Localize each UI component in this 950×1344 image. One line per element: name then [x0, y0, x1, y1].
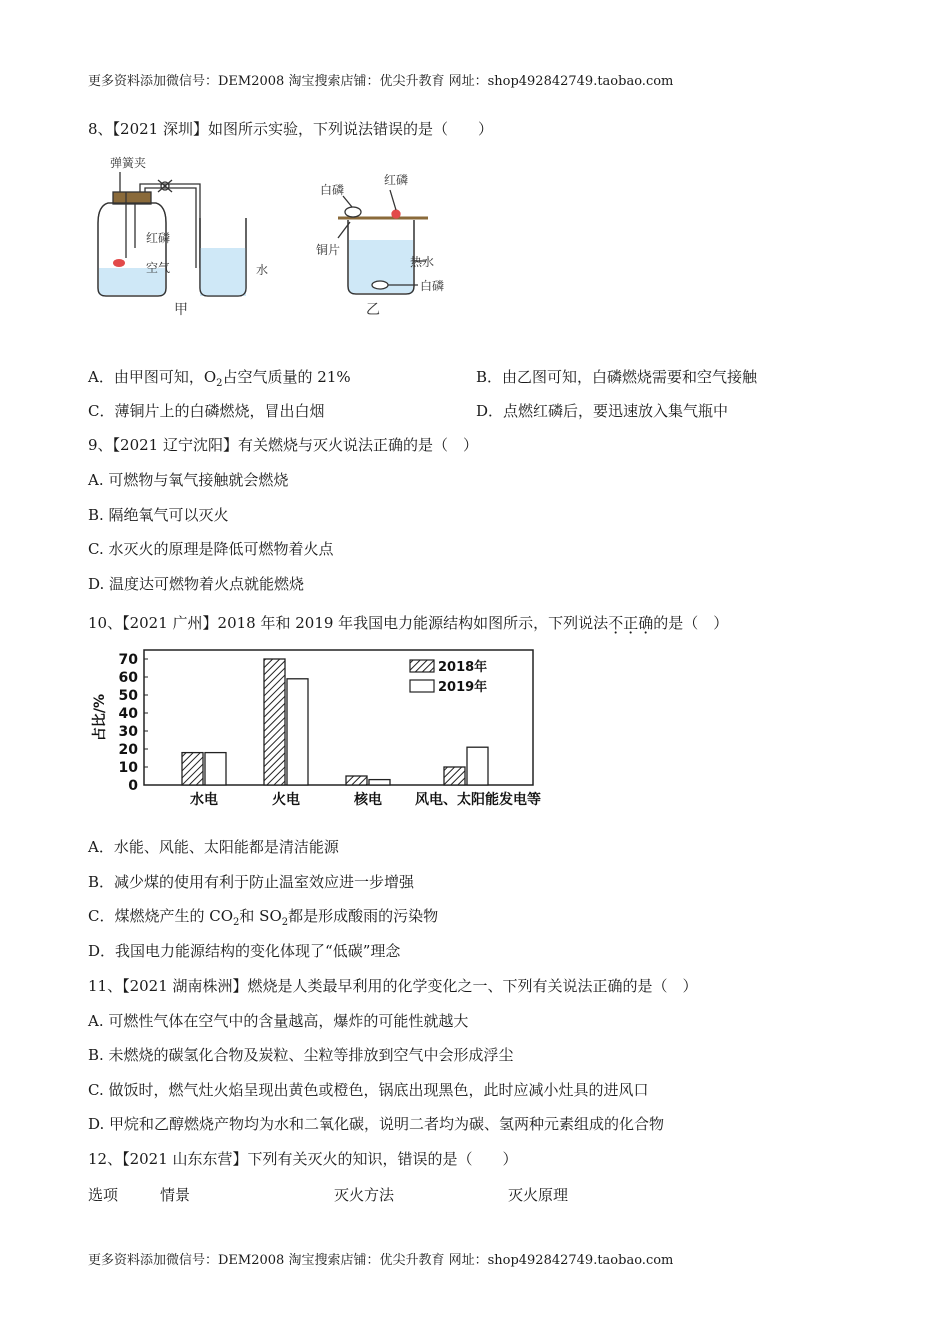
page-header: 更多资料添加微信号：DEM2008 淘宝搜索店铺：优尖升教育 网址：shop492842749.taobao.com: [88, 74, 674, 89]
q11-stem: 11、【2021 湖南株洲】燃烧是人类最早利用的化学变化之一、下列有关说法正确的是（ ）: [88, 977, 698, 995]
bar-2019年-水电: [205, 753, 226, 785]
q12-col-option: 选项: [88, 1186, 119, 1204]
q9-option-c: C. 水灭火的原理是降低可燃物着火点: [88, 540, 334, 558]
q11-option-a: A. 可燃性气体在空气中的含量越高，爆炸的可能性就越大: [88, 1012, 469, 1030]
q12-col-method: 灭火方法: [334, 1186, 395, 1204]
bar-2018年-水电: [182, 753, 203, 785]
legend-label-2019年: 2019年: [438, 680, 488, 695]
page-footer: 更多资料添加微信号：DEM2008 淘宝搜索店铺：优尖升教育 网址：shop492842749.taobao.com: [88, 1253, 674, 1268]
x-category-label: 水电: [190, 792, 218, 808]
label-white-p-bottom: 白磷: [420, 279, 445, 293]
label-red-p-top: 红磷: [384, 173, 409, 187]
q10-option-b: B．减少煤的使用有利于防止温室效应进一步增强: [88, 873, 415, 891]
q12-col-scene: 情景: [160, 1186, 191, 1204]
q11-option-c: C. 做饭时，燃气灶火焰呈现出黄色或橙色，锅底出现黑色，此时应减小灶具的进风口: [88, 1081, 649, 1099]
y-tick-label: 40: [118, 706, 138, 722]
y-tick-label: 0: [128, 778, 138, 794]
bar-2019年-风电、太阳能发电等: [467, 747, 488, 785]
y-tick-label: 60: [118, 670, 138, 686]
q9-option-d: D. 温度达可燃物着火点就能燃烧: [88, 575, 305, 593]
q10-option-c: C．煤燃烧产生的 $CO_2$和 $SO_2$都是形成酸雨的污染物: [88, 907, 439, 928]
bar-2018年-风电、太阳能发电等: [444, 767, 465, 785]
label-yi: 乙: [366, 302, 380, 318]
bar-2018年-火电: [264, 659, 285, 785]
x-category-label: 火电: [272, 792, 300, 808]
q8-option-d: D．点燃红磷后，要迅速放入集气瓶中: [476, 402, 729, 420]
y-tick-label: 70: [118, 652, 138, 668]
q12-stem: 12、【2021 山东东营】下列有关灭火的知识，错误的是（ ）: [88, 1150, 518, 1168]
figure-jia: [98, 172, 246, 296]
label-water: 水: [256, 263, 269, 277]
y-tick-label: 50: [118, 688, 138, 704]
label-hot-water: 热水: [410, 255, 435, 269]
q8-option-b: B．由乙图可知，白磷燃烧需要和空气接触: [476, 368, 758, 386]
q9-stem: 9、【2021 辽宁沈阳】有关燃烧与灭火说法正确的是（ ）: [88, 436, 478, 454]
label-jia: 甲: [174, 302, 188, 318]
label-spring-clip: 弹簧夹: [110, 156, 147, 170]
q9-option-b: B. 隔绝氧气可以灭火: [88, 506, 229, 524]
bar-2019年-火电: [287, 679, 308, 785]
label-copper: 铜片: [316, 243, 341, 257]
x-category-label: 风电、太阳能发电等: [415, 792, 541, 808]
q10-stem: 10、【2021 广州】2018 年和 2019 年我国电力能源结构如图所示，下列说法不正确的是（ ）: [88, 614, 729, 632]
energy-bar-chart: [88, 645, 578, 815]
q10-option-a: A．水能、风能、太阳能都是清洁能源: [88, 838, 339, 856]
y-tick-label: 10: [118, 760, 138, 776]
legend-label-2018年: 2018年: [438, 660, 488, 675]
q8-figure: [88, 148, 468, 328]
y-axis-label: 占比/%: [92, 693, 108, 742]
q10-option-d: D．我国电力能源结构的变化体现了“低碳”理念: [88, 942, 401, 960]
q11-option-d: D. 甲烷和乙醇燃烧产物均为水和二氧化碳，说明二者均为碳、氢两种元素组成的化合物: [88, 1115, 665, 1133]
y-tick-label: 20: [118, 742, 138, 758]
label-air: 空气: [146, 261, 171, 275]
q9-option-a: A. 可燃物与氧气接触就会燃烧: [88, 471, 289, 489]
y-tick-label: 30: [118, 724, 138, 740]
label-red-p-jia: 红磷: [146, 231, 171, 245]
figure-yi: [338, 190, 428, 294]
bar-2018年-核电: [346, 776, 367, 785]
q8-option-c: C．薄铜片上的白磷燃烧，冒出白烟: [88, 402, 325, 420]
q12-col-principle: 灭火原理: [508, 1186, 569, 1204]
q11-option-b: B. 未燃烧的碳氢化合物及炭粒、尘粒等排放到空气中会形成浮尘: [88, 1046, 514, 1064]
q8-stem: 8、【2021 深圳】如图所示实验，下列说法错误的是（ ）: [88, 120, 493, 138]
legend-swatch-2018年: [410, 660, 434, 672]
q8-option-a: A．由甲图可知，$O_2$占空气质量的 21%: [88, 368, 351, 389]
bar-2019年-核电: [369, 780, 390, 785]
legend-swatch-2019年: [410, 680, 434, 692]
x-category-label: 核电: [354, 792, 382, 808]
label-white-p-top: 白磷: [320, 183, 345, 197]
